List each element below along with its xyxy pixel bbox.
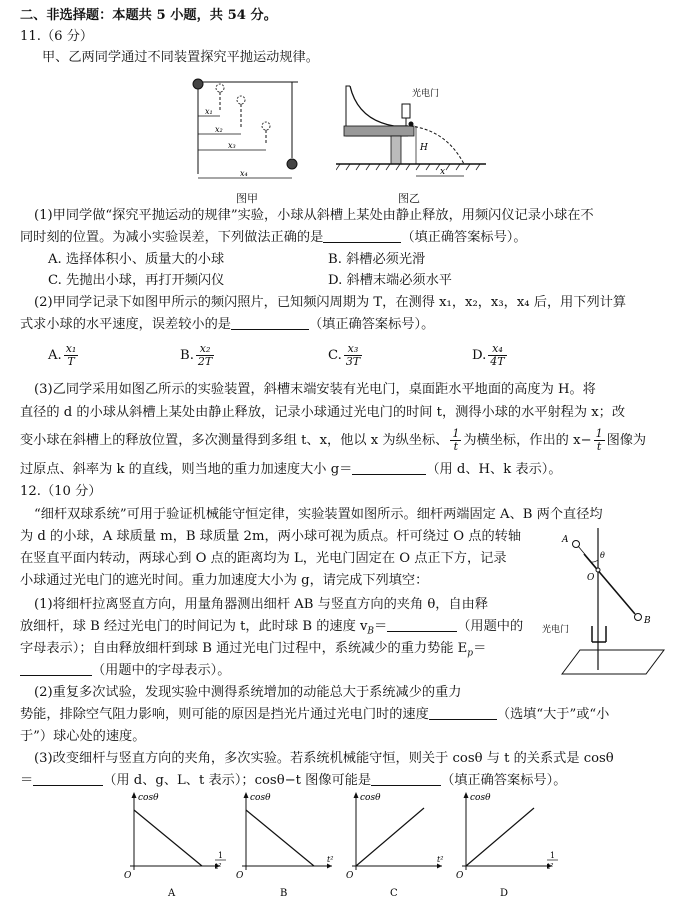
graph-options: [120, 788, 580, 900]
q12-l12: (3)改变细杆与竖直方向的夹角，多次实验。若系统机械能守恒，则关于 cosθ 与 t 的关系式是 cosθ: [34, 751, 614, 766]
answer-blank-12-4[interactable]: [33, 771, 103, 786]
origin-label: O: [346, 871, 354, 881]
y-label: cosθ: [250, 793, 271, 803]
label-pivot-o: O: [587, 573, 595, 583]
graph-d: [452, 788, 562, 900]
graph-b: [232, 788, 342, 900]
q11-p3-b: 直径的 d 的小球从斜槽上某处由静止释放，记录小球通过光电门的时间 t，测得小球的水平射程为 x；改: [20, 405, 626, 420]
q12-l13: ＝ （用 d、g、L、t 表示）；cosθ−t 图像可能是 （填正确答案标号）。: [20, 773, 567, 788]
origin-label: O: [236, 871, 244, 881]
q12-l8: （用题中的字母表示）。: [20, 661, 230, 681]
x-label: t²: [327, 855, 334, 864]
figure-yi: [336, 80, 486, 186]
label-theta: θ: [600, 551, 605, 560]
q12-l4: 小球通过光电门的遮光时间。重力加速度大小为 g，请完成下列填空：: [20, 573, 429, 588]
q12-l3: 在竖直平面内转动，两球心到 O 点的距离均为 L，光电门固定在 O 点正下方，记录: [20, 551, 507, 566]
figure-rod: [540, 520, 676, 680]
q12-l1: “细杆双球系统”可用于验证机械能守恒定律，实验装置如图所示。细杆两端固定 A、B 两个直径均: [34, 507, 603, 522]
q12-l10: 势能，排除空气阻力影响，则可能的原因是挡光片通过光电门时的速度 （选填“大于”或“小: [20, 707, 610, 722]
q12-l5: (1)将细杆拉离竖直方向，用量角器测出细杆 AB 与竖直方向的夹角 θ，自由释: [34, 597, 489, 612]
label-x1: x₁: [205, 107, 213, 116]
q11-p2-b: 式求小球的水平速度，误差较小的是 （填正确答案标号）。: [20, 317, 435, 332]
answer-blank-11-2[interactable]: [231, 315, 309, 330]
q11-p1-a: (1)甲同学做“探究平抛运动的规律”实验，小球从斜槽上某处由静止释放，用频闪仪记录小球在不: [34, 208, 594, 223]
answer-blank-12-5[interactable]: [371, 771, 441, 786]
x-arrow: [437, 864, 442, 869]
x-label-den: t²: [215, 862, 222, 871]
graph-label: B: [280, 888, 288, 899]
q11-p3-c: 变小球在斜槽上的释放位置，多次测量得到多组 t、x，他以 x 为纵坐标、 $\frac{1}{t}$ 为横坐标，作出的 x− $\frac{1}{t}$ 图像为: [20, 427, 647, 453]
graph-c: [342, 788, 452, 900]
label-gate-yi: 光电门: [412, 89, 440, 99]
answer-blank-11-1[interactable]: [323, 228, 401, 243]
section-title: 二、非选择题：本题共 5 小题，共 54 分。: [20, 8, 277, 23]
y-label: cosθ: [470, 793, 491, 803]
q11-p3-d: 过原点、斜率为 k 的直线，则当地的重力加速度大小 g＝ （用 d、H、k 表示）。: [20, 462, 562, 477]
graph-label: D: [500, 888, 509, 899]
q11-p3-a: (3)乙同学采用如图乙所示的实验装置，斜槽末端安装有光电门，桌面距水平地面的高度为 H。将: [34, 382, 596, 397]
label-x3: x₃: [228, 141, 236, 150]
frac-option-b: B. $\frac{\text{x₂}}{2T}$: [180, 342, 213, 368]
trend-line: [466, 808, 534, 866]
x-label-num: 1: [218, 851, 224, 860]
origin-label: O: [124, 871, 132, 881]
graph-label: C: [390, 888, 398, 899]
y-arrow: [354, 792, 359, 798]
q12-head: 12.（10 分）: [20, 484, 102, 499]
q11-head: 11.（6 分）: [20, 29, 94, 44]
x-arrow: [327, 864, 332, 869]
option-a: A. 选择体积小、质量大的小球: [48, 252, 225, 267]
y-arrow: [132, 792, 137, 798]
q12-l7: 字母表示）；自由释放细杆到球 B 通过光电门过程中，系统减少的重力势能 $E_p=$: [20, 641, 487, 659]
frac-option-d: D. $\frac{\text{x₄}}{4T}$: [472, 342, 505, 368]
y-label: cosθ: [360, 793, 381, 803]
x-label: t²: [437, 855, 444, 864]
q11-p2-a: (2)甲同学记录下如图甲所示的频闪照片，已知频闪周期为 T，在测得 x₁，x₂，x₃，x₄ 后，用下列计算: [34, 295, 627, 310]
q12-l11: 于”）球心处的速度。: [20, 729, 146, 744]
origin-label: O: [456, 871, 464, 881]
answer-blank-12-2[interactable]: [20, 661, 92, 676]
answer-blank-12-1[interactable]: [387, 617, 457, 632]
option-d: D. 斜槽末端必须水平: [328, 273, 452, 288]
y-arrow: [244, 792, 249, 798]
label-ball-a: A: [562, 535, 569, 545]
frac-option-c: C. $\frac{\text{x₃}}{3T}$: [328, 342, 361, 368]
option-c: C. 先抛出小球，再打开频闪仪: [48, 273, 225, 288]
frac-option-a: A. $\frac{\text{x₁}}{T}$: [48, 342, 77, 368]
q12-l9: (2)重复多次试验，发现实验中测得系统增加的动能总大于系统减少的重力: [34, 685, 462, 700]
q11-p1-b: 同时刻的位置。为减小实验误差，下列做法正确的是 （填正确答案标号）。: [20, 230, 527, 245]
figure-jia: [188, 74, 308, 186]
q12-l2: 为 d 的小球，A 球质量 m，B 球质量 2m，两小球可视为质点。杆可绕过 O 点的转轴: [20, 529, 522, 544]
trend-line: [246, 810, 314, 866]
option-b: B. 斜槽必须光滑: [328, 252, 426, 267]
caption-yi: 图乙: [398, 192, 420, 205]
answer-blank-12-3[interactable]: [429, 705, 497, 720]
trend-line: [134, 810, 202, 866]
label-x2: x₂: [215, 125, 223, 134]
label-x: x: [440, 167, 446, 177]
answer-blank-11-3[interactable]: [352, 460, 426, 475]
graph-a: [120, 788, 230, 900]
q12-l6: 放细杆，球 B 经过光电门的时间记为 t，此时球 B 的速度 $v_B=$ （用题中的: [20, 619, 524, 637]
label-ball-b: B: [644, 616, 651, 626]
label-H: H: [420, 143, 428, 153]
y-label: cosθ: [138, 793, 159, 803]
label-x4: x₄: [240, 169, 248, 178]
trend-line: [356, 808, 424, 866]
graph-label: A: [168, 888, 176, 899]
label-gate-12: 光电门: [542, 625, 570, 635]
caption-jia: 图甲: [236, 192, 258, 205]
x-label-num: 1: [550, 851, 556, 860]
q11-intro: 甲、乙两同学通过不同装置探究平抛运动规律。: [42, 50, 319, 65]
y-arrow: [464, 792, 469, 798]
x-label-den: t²: [547, 862, 554, 871]
